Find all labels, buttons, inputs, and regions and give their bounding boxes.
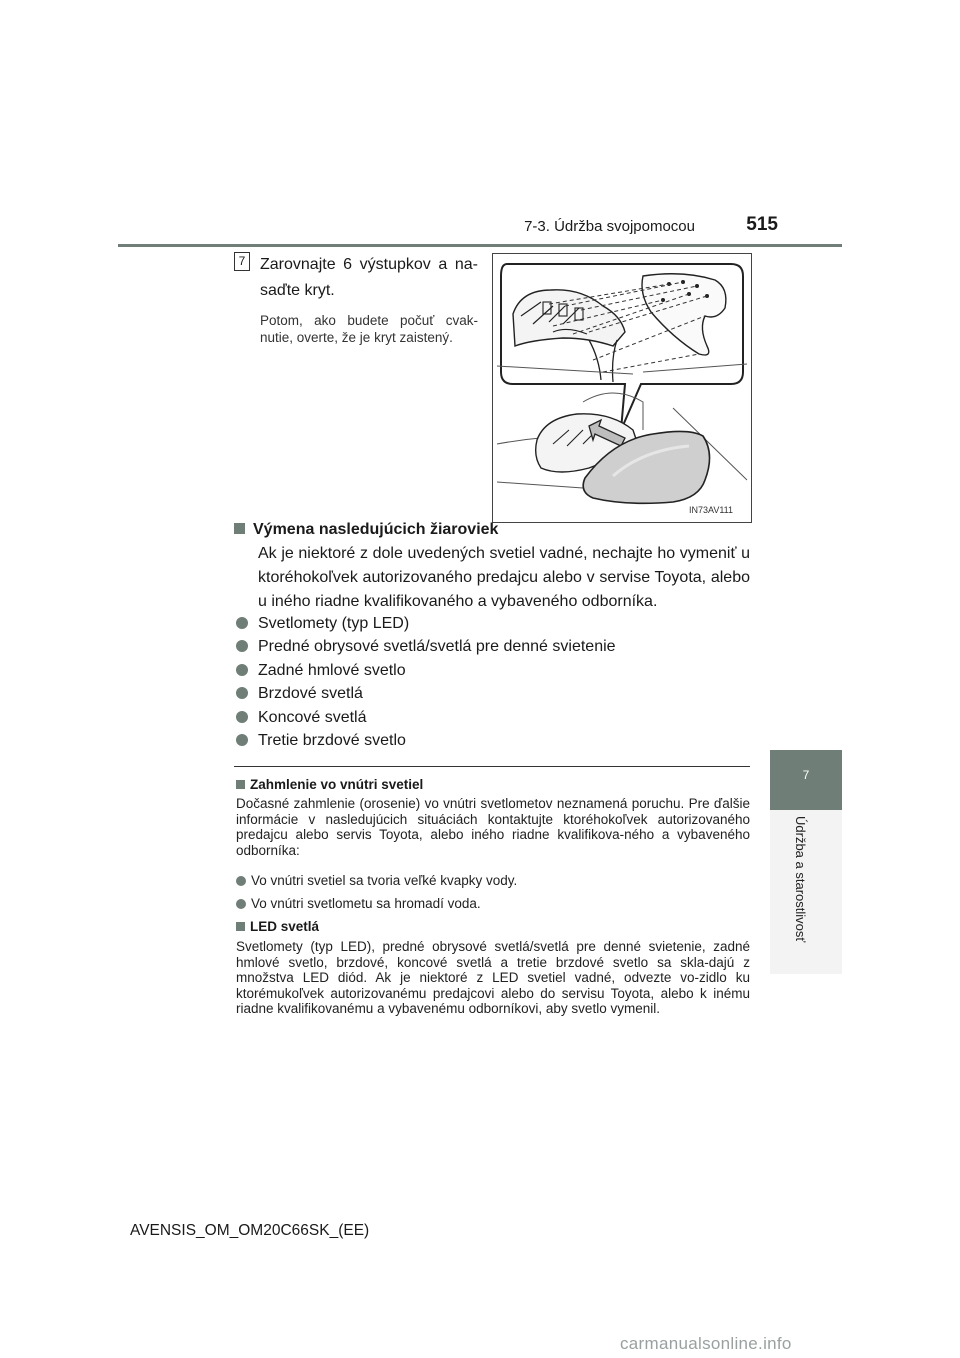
notes-divider: [234, 766, 750, 767]
list-item: Brzdové svetlá: [236, 682, 736, 705]
note-bullet: Vo vnútri svetiel sa tvoria veľké kvapky vody.: [236, 873, 517, 888]
note-body-led: Svetlomety (typ LED), predné obrysové svetlá/svetlá pre denné svietenie, zadné hmlové svetlo, brzdové, koncové svetlá a tretie brzdové svetlo sa skla-dajú z množstva LED diód. Ak je niektoré z LED svetiel vadné, odvezte vo-zidlo ku ktorémukoľvek autorizovanému predajcovi alebo do servisu Toyota, alebo k inému riadne kvalifikovanému a vybavenému odborníkovi, aby svetlo vymenil.: [236, 939, 750, 1016]
chapter-title-vertical: [790, 816, 814, 974]
step-note: Potom, ako budete počuť cvak-nutie, overte, že je kryt zaistený.: [260, 313, 478, 345]
note-bullet: Vo vnútri svetlometu sa hromadí voda.: [236, 896, 481, 911]
bullet-dot-icon: [236, 711, 248, 723]
square-bullet-icon: [234, 523, 245, 534]
mirror-drawing: [493, 254, 751, 522]
list-item: Svetlomety (typ LED): [236, 612, 736, 635]
mirror-cover-illustration: [492, 253, 752, 523]
step-number-box: 7: [234, 252, 250, 271]
page-number: 515: [746, 214, 778, 235]
bullet-dot-icon: [236, 664, 248, 676]
header-section-title: 7-3. Údržba svojpomocou: [524, 218, 695, 235]
note-heading-fogging: Zahmlenie vo vnútri svetiel: [236, 777, 423, 792]
bullet-dot-icon: [236, 734, 248, 746]
bullet-dot-icon: [236, 687, 248, 699]
list-item: Predné obrysové svetlá/svetlá pre denné svietenie: [236, 635, 736, 658]
square-bullet-icon: [236, 780, 245, 789]
section-body: Ak je niektoré z dole uvedených svetiel vadné, nechajte ho vymeniť u ktoréhokoľvek autorizovaného predajcu alebo v servise Toyota, alebo u iného riadne kvalifikovaného a vybaveného odborníka.: [258, 545, 750, 610]
bullet-dot-icon: [236, 876, 246, 886]
list-item: Zadné hmlové svetlo: [236, 659, 736, 682]
chapter-tab: 7: [770, 750, 842, 810]
section-heading: [234, 521, 498, 539]
section-heading-text: Výmena nasledujúcich žiaroviek: [253, 521, 499, 538]
note-heading-led: LED svetlá: [236, 919, 319, 934]
bullet-dot-icon: [236, 899, 246, 909]
bullet-dot-icon: [236, 640, 248, 652]
document-code: AVENSIS_OM_OM20C66SK_(EE): [130, 1222, 370, 1239]
watermark: carmanualsonline.info: [620, 1334, 792, 1353]
figure-code: IN73AV111: [689, 505, 734, 515]
chapter-title: Údržba a starostlivosť: [793, 816, 808, 943]
bulb-list: [236, 612, 736, 752]
list-item: Koncové svetlá: [236, 706, 736, 729]
note-body-fogging: Dočasné zahmlenie (orosenie) vo vnútri svetlometov neznamená poruchu. Pre ďalšie informácie v nasledujúcich situáciách kontaktujte ktoréhokoľvek autorizovaného predajcu alebo servis Toyota, alebo iného riadne kvalifikova-ného a vybaveného odborníka:: [236, 796, 750, 858]
header-rule: [118, 244, 842, 247]
list-item: Tretie brzdové svetlo: [236, 729, 736, 752]
bullet-dot-icon: [236, 617, 248, 629]
square-bullet-icon: [236, 922, 245, 931]
step-title: Zarovnajte 6 výstupkov a na-saďte kryt.: [260, 256, 478, 299]
